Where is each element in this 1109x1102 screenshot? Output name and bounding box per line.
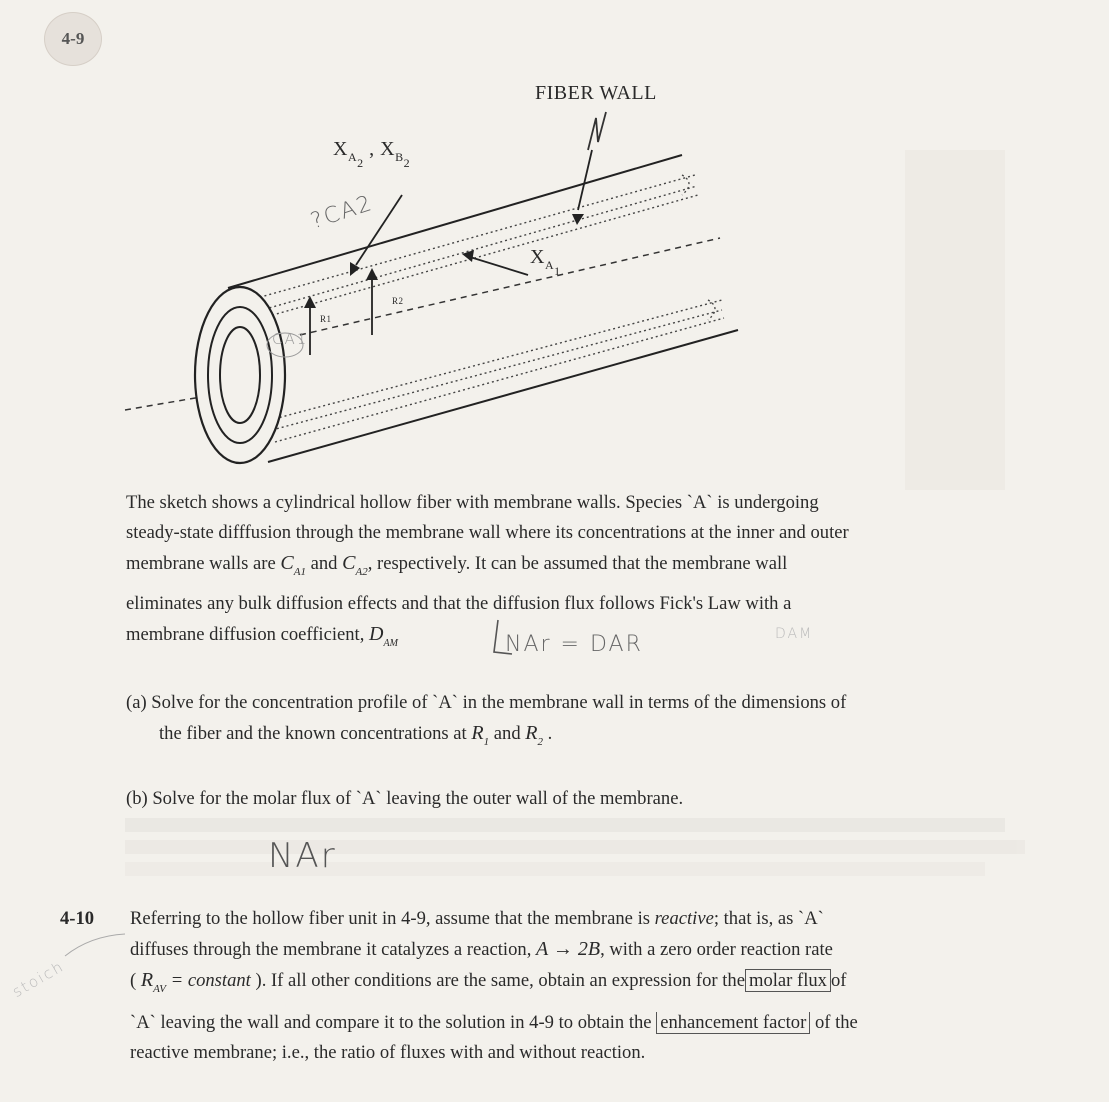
fiber-wall-scribble bbox=[588, 112, 606, 150]
handwritten-margin-note: stoich bbox=[9, 957, 68, 1001]
wall-dotted-5 bbox=[272, 310, 722, 430]
wall-end-cap-top bbox=[682, 175, 689, 195]
intro-line-5: membrane diffusion coefficient, $D_{AM}$ bbox=[126, 623, 398, 649]
handwritten-ca2: ?CA2 bbox=[307, 190, 377, 235]
xa2-sub: A bbox=[347, 150, 358, 164]
intro-line-1: The sketch shows a cylindrical hollow fiber with membrane walls. Species `A` is undergoing bbox=[126, 492, 819, 513]
xa1-sub: A bbox=[544, 258, 555, 272]
xa2-arrowhead bbox=[350, 262, 360, 276]
margin-curve bbox=[60, 926, 130, 966]
xb2-subsub: 2 bbox=[403, 156, 411, 170]
intro-line-4: eliminates any bulk diffusion effects and that the diffusion flux follows Fick's Law with a bbox=[126, 593, 792, 614]
xa2-x: X bbox=[333, 138, 348, 160]
r1-arrowhead bbox=[304, 296, 316, 308]
handwritten-dam-note: NAr = DAR bbox=[505, 632, 643, 657]
wall-dotted-1 bbox=[250, 175, 695, 300]
fiber-wall-arrow bbox=[578, 150, 592, 210]
xb2-sub: B bbox=[395, 150, 404, 164]
p410-line-2: diffuses through the membrane it catalyzes a reaction, A → 2B, with a zero order reaction rate bbox=[130, 938, 833, 960]
enhancement-factor-boxed: enhancement factor bbox=[656, 1012, 810, 1034]
part-b: (b) Solve for the molar flux of `A` leaving the outer wall of the membrane. bbox=[126, 788, 684, 809]
r2-figure-label: R2 bbox=[392, 296, 404, 306]
intro-line-3: membrane walls are $C_{A1}$ and $C_{A2}$, respectively. It can be assumed that the membrane wall bbox=[126, 552, 788, 578]
p410-line-1: Referring to the hollow fiber unit in 4-9, assume that the membrane is reactive; that is, as `A` bbox=[130, 908, 824, 929]
handwritten-bracket bbox=[484, 618, 514, 658]
fiber-wall-label: FIBER WALL bbox=[535, 82, 657, 104]
inner-concentration-label bbox=[530, 246, 561, 278]
p410-line-3: ( $R_{AV}$ = constant ). If all other conditions are the same, obtain an expression for the molar flux of bbox=[130, 969, 847, 995]
r2-arrowhead bbox=[366, 268, 378, 280]
part-a-line-2: the fiber and the known concentrations at $R_1$ and $R_2$ . bbox=[159, 722, 553, 748]
intro-line-2: steady-state difffusion through the membrane wall where its concentrations at the inner and outer bbox=[126, 522, 849, 543]
fiber-wall-arrowhead bbox=[572, 214, 584, 225]
r1-figure-label: R1 bbox=[320, 314, 332, 324]
tube-bottom-edge bbox=[268, 330, 738, 462]
xa2-subsub: 2 bbox=[357, 156, 364, 170]
wall-dotted-6 bbox=[275, 318, 724, 442]
xa1-arrow bbox=[470, 257, 528, 275]
wall-dotted-4 bbox=[270, 300, 722, 420]
tube-top-edge bbox=[228, 155, 682, 288]
label-sep: , bbox=[369, 138, 375, 160]
xa1-subsub: 1 bbox=[554, 264, 561, 278]
xb2-x: X bbox=[380, 138, 396, 160]
handwritten-side-note: DAM bbox=[775, 626, 814, 642]
bleed-through-text bbox=[125, 818, 1025, 876]
problem-4-10-body bbox=[130, 904, 1045, 1068]
problem-4-9-intro bbox=[126, 488, 1046, 653]
p410-line-4: `A` leaving the wall and compare it to the solution in 4-9 to obtain the enhancement factor of the bbox=[130, 1012, 858, 1033]
problem-4-10-number: 4-10 bbox=[60, 908, 95, 929]
part-a bbox=[126, 688, 1046, 751]
part-a-line-1: (a) Solve for the concentration profile of `A` in the membrane wall in terms of the dimensions of bbox=[126, 692, 847, 713]
centerline-inner bbox=[300, 238, 720, 335]
molar-flux-boxed: molar flux bbox=[745, 969, 831, 992]
handwritten-ca1: CA1 bbox=[272, 330, 309, 348]
xa1-x: X bbox=[530, 246, 545, 268]
p410-line-5: reactive membrane; i.e., the ratio of fluxes with and without reaction. bbox=[130, 1042, 646, 1063]
problem-badge: 4-9 bbox=[44, 12, 102, 66]
handwritten-nar: NAr bbox=[268, 836, 337, 876]
outer-concentration-label bbox=[333, 138, 411, 170]
